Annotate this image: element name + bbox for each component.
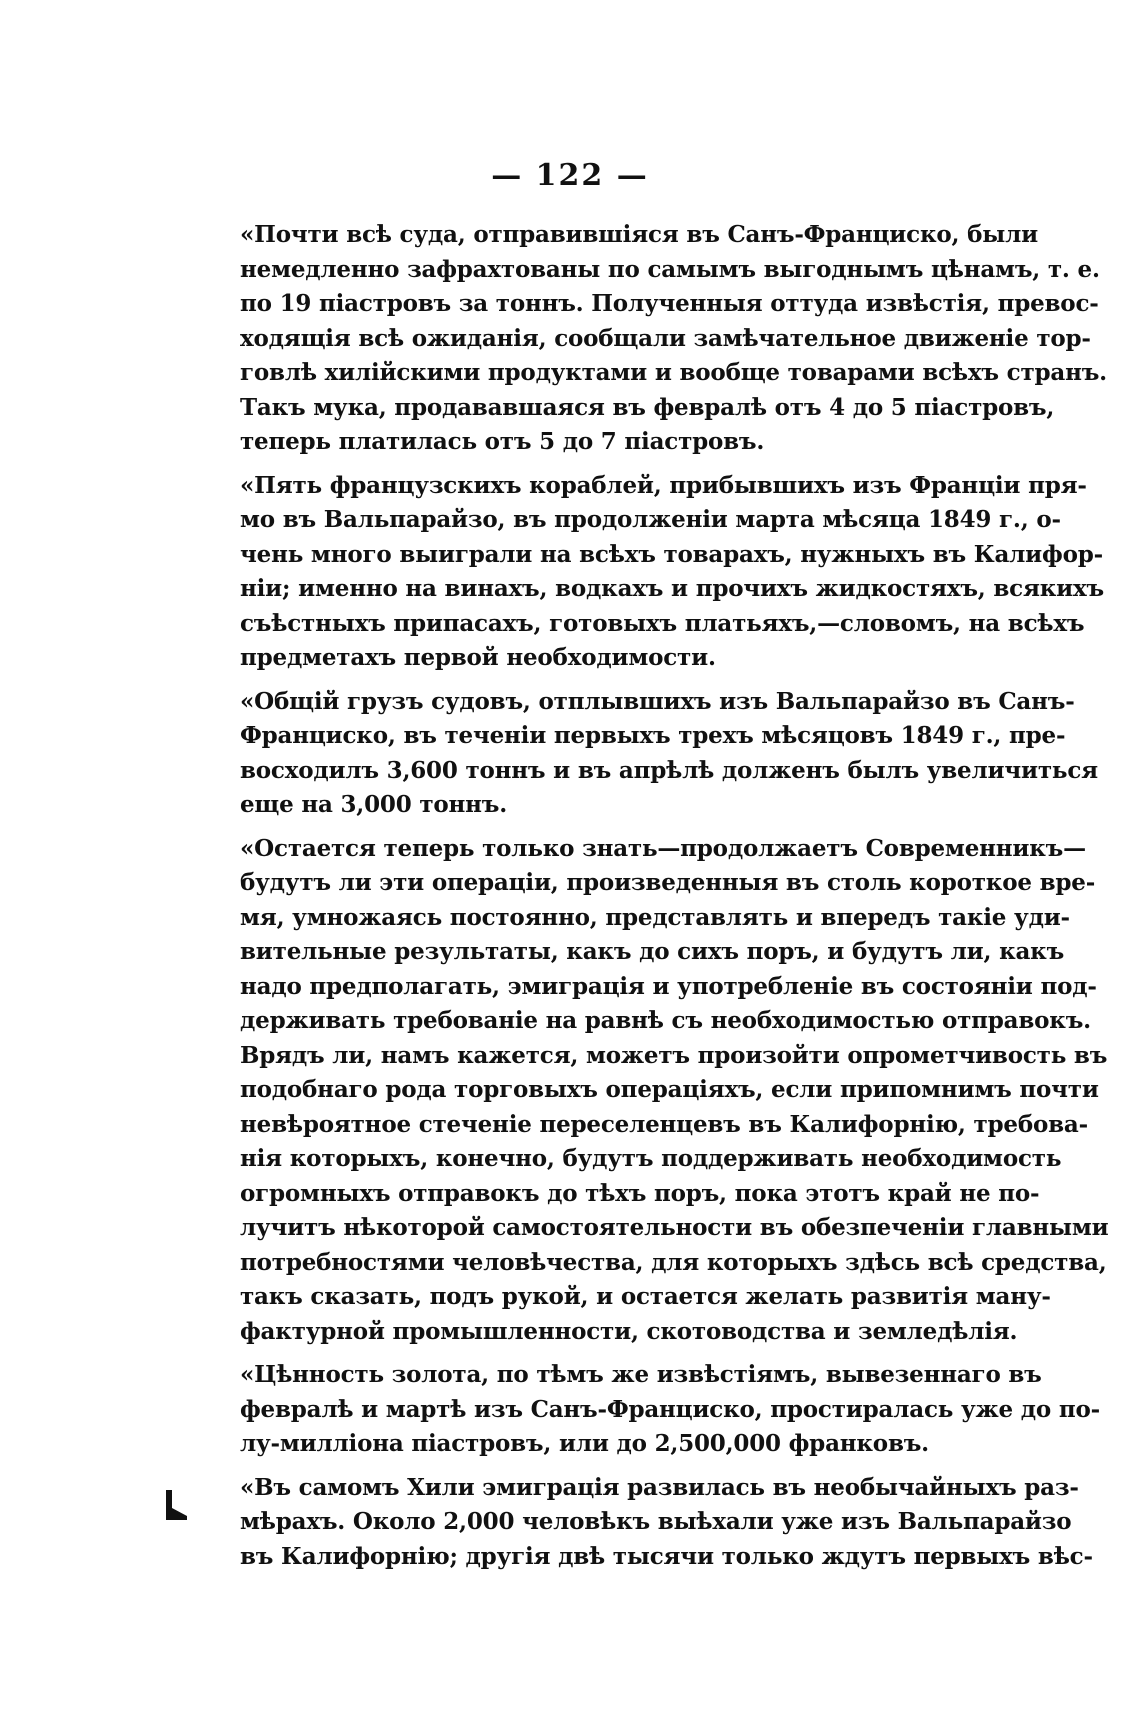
text-line: «Цѣнность золота, по тѣмъ же извѣстіямъ, вывезеннаго въ — [240, 1361, 1042, 1388]
text-line: чень много выиграли на всѣхъ товарахъ, нужныхъ въ Калифор- — [240, 540, 1103, 568]
printer-mark-icon — [163, 1488, 191, 1522]
text-line: ніи; именно на винахъ, водкахъ и прочихъ жидкостяхъ, всякихъ — [240, 575, 1104, 602]
text-line: Франциско, въ теченіи первыхъ трехъ мѣсяцовъ 1849 г., пре- — [240, 722, 1066, 749]
paragraph-gap — [240, 1349, 998, 1358]
text-line: лу-милліона піастровъ, или до 2,500,000 франковъ. — [240, 1430, 929, 1457]
text-line: невѣроятное стеченіе переселенцевъ въ Калифорнію, требова- — [240, 1110, 1088, 1138]
text-line: съѣстныхъ припасахъ, готовыхъ платьяхъ,—словомъ, на всѣхъ — [240, 609, 1085, 637]
body-text — [240, 218, 1109, 1574]
text-line: немедленно зафрахтованы по самымъ выгоднымъ цѣнамъ, т. е. — [240, 255, 1100, 283]
paragraph-gap — [240, 1462, 998, 1471]
text-line: «Общій грузъ судовъ, отплывшихъ изъ Вальпарайзо въ Санъ- — [240, 687, 1075, 715]
text-line: въ Калифорнію; другія двѣ тысячи только ждутъ первыхъ вѣс- — [240, 1542, 1093, 1570]
text-line: огромныхъ отправокъ до тѣхъ поръ, пока этотъ край не по- — [240, 1179, 1040, 1207]
text-line: ходящія всѣ ожиданія, сообщали замѣчательное движеніе тор- — [240, 324, 1091, 352]
paragraph — [240, 685, 1098, 823]
text-line: мѣрахъ. Около 2,000 человѣкъ выѣхали уже изъ Вальпарайзо — [240, 1508, 1072, 1535]
text-line: «Остается теперь только знать—продолжаетъ Современникъ— — [240, 834, 1086, 862]
text-line: подобнаго рода торговыхъ операціяхъ, если припомнимъ почти — [240, 1076, 1099, 1103]
paragraph — [240, 469, 1104, 676]
paragraph-gap — [240, 823, 998, 832]
text-line: говлѣ хилійскими продуктами и вообще товарами всѣхъ странъ. — [240, 359, 1107, 386]
paragraph-gap — [240, 676, 998, 685]
text-line: «Почти всѣ суда, отправившіяся въ Санъ-Франциско, были — [240, 221, 1039, 248]
text-line: февралѣ и мартѣ изъ Санъ-Франциско, простиралась уже до по- — [240, 1395, 1100, 1423]
text-line: «Въ самомъ Хили эмиграція развилась въ необычайныхъ раз- — [240, 1473, 1079, 1501]
text-line: мо въ Вальпарайзо, въ продолженіи марта мѣсяца 1849 г., о- — [240, 506, 1061, 533]
text-line: теперь платилась отъ 5 до 7 піастровъ. — [240, 428, 765, 455]
text-line: «Пять французскихъ кораблей, прибывшихъ изъ Франціи пря- — [240, 471, 1087, 499]
text-line: мя, умножаясь постоянно, представлять и впередъ такіе уди- — [240, 903, 1070, 931]
text-line: держивать требованіе на равнѣ съ необходимостью отправокъ. — [240, 1007, 1091, 1034]
text-line: лучитъ нѣкоторой самостоятельности въ обезпеченіи главными — [240, 1214, 1109, 1241]
text-line: предметахъ первой необходимости. — [240, 644, 716, 671]
paragraph — [240, 218, 1107, 460]
text-line: такъ сказать, подъ рукой, и остается желать развитія ману- — [240, 1283, 1051, 1310]
page-number: — 122 — — [491, 158, 649, 193]
text-line: восходилъ 3,600 тоннъ и въ апрѣлѣ долженъ былъ увеличиться — [240, 756, 1098, 784]
text-line: будутъ ли эти операціи, произведенныя въ столь короткое вре- — [240, 869, 1096, 896]
paragraph — [240, 832, 1109, 1350]
text-line: по 19 піастровъ за тоннъ. Полученныя оттуда извѣстія, превос- — [240, 290, 1099, 317]
text-line: потребностями человѣчества, для которыхъ здѣсь всѣ средства, — [240, 1248, 1107, 1276]
paragraph — [240, 1358, 1100, 1462]
text-line: надо предполагать, эмиграція и употребленіе въ состояніи под- — [240, 972, 1097, 1000]
text-line: еще на 3,000 тоннъ. — [240, 791, 508, 818]
paragraph — [240, 1471, 1093, 1575]
text-line: Такъ мука, продававшаяся въ февралѣ отъ 4 до 5 піастровъ, — [240, 393, 1055, 421]
paragraph-gap — [240, 460, 998, 469]
text-line: нія которыхъ, конечно, будутъ поддерживать необходимость — [240, 1145, 1062, 1172]
text-line: Врядъ ли, намъ кажется, можетъ произойти опрометчивость въ — [240, 1041, 1108, 1069]
text-line: вительные результаты, какъ до сихъ поръ, и будутъ ли, какъ — [240, 938, 1065, 965]
text-line: фактурной промышленности, скотоводства и земледѣлія. — [240, 1317, 1018, 1345]
